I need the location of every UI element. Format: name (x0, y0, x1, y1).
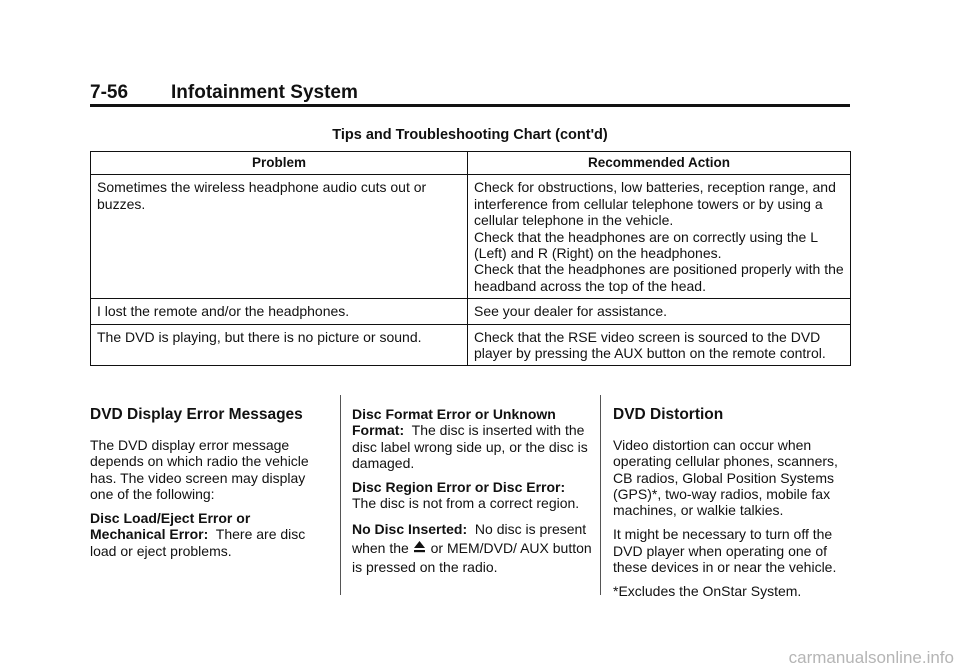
error-term: Disc Load/Eject Error or Mechanical Error: (90, 510, 251, 543)
action-cell (468, 175, 851, 299)
page-header (90, 82, 850, 107)
section-title: Infotainment System (171, 82, 358, 103)
column-header-problem: Problem (91, 152, 468, 175)
action-text: See your dealer for assistance. (474, 303, 667, 320)
error-term: Disc Format Error or Unknown Format: (352, 406, 556, 439)
error-item (352, 406, 592, 471)
dvd-distortion-heading: DVD Distortion (613, 406, 724, 423)
column-dvd-errors-cont (352, 406, 592, 585)
error-item (90, 510, 328, 559)
troubleshooting-table (90, 151, 851, 366)
error-desc: The disc is inserted with the disc label wrong side up, or the disc is damaged. (352, 422, 588, 471)
action-cell (468, 299, 851, 324)
error-desc: The disc is not from a correct region. (352, 495, 580, 512)
page-number: 7-56 (90, 82, 129, 103)
action-cell (468, 324, 851, 366)
eject-icon (413, 540, 427, 556)
problem-cell: Sometimes the wireless headphone audio cuts out or buzzes. (91, 175, 468, 299)
distortion-footnote: *Excludes the OnStar System. (613, 583, 802, 600)
column-divider (340, 395, 341, 595)
action-text: Check for obstructions, low batteries, reception range, and interference from cellular telephone towers or by using a cellular telephone in the vehicle. (474, 179, 836, 229)
column-divider (600, 395, 601, 595)
watermark-link[interactable]: carmanualsonline.info (788, 648, 954, 667)
action-text: Check that the headphones are positioned properly with the headband across the top of the head. (474, 261, 844, 294)
distortion-paragraph: It might be necessary to turn off the DVD player when operating one of these devices in or near the vehicle. (613, 526, 837, 576)
action-text: Check that the headphones are on correctly using the L (Left) and R (Right) on the headphones. (474, 228, 818, 262)
distortion-paragraph: Video distortion can occur when operating cellular phones, scanners, CB radios, Global Position Systems (GPS)*, two-way radios, mobile fax machines, or walkie talkies. (613, 437, 838, 519)
column-dvd-errors (90, 400, 328, 567)
column-dvd-distortion (613, 400, 853, 608)
error-term: No Disc Inserted: (352, 520, 468, 537)
problem-cell: I lost the remote and/or the headphones. (91, 299, 468, 324)
error-desc: or MEM/DVD/ AUX button is pressed on the radio. (352, 539, 592, 575)
table-title: Tips and Troubleshooting Chart (cont'd) (332, 127, 608, 143)
error-term: Disc Region Error or Disc Error: (352, 479, 566, 496)
dvd-errors-heading: DVD Display Error Messages (90, 406, 303, 423)
table-row (91, 175, 851, 299)
action-text: Check that the RSE video screen is sourced to the DVD player by pressing the AUX button on the remote control. (474, 328, 826, 362)
error-item (352, 479, 592, 512)
table-header-row (91, 152, 851, 175)
column-header-action: Recommended Action (468, 152, 851, 175)
problem-cell: The DVD is playing, but there is no picture or sound. (91, 324, 468, 366)
error-item (352, 520, 592, 577)
error-desc: No disc is present when the (352, 520, 587, 556)
table-row (91, 324, 851, 366)
table-row (91, 299, 851, 324)
error-desc: There are disc load or eject problems. (90, 526, 306, 559)
dvd-errors-intro: The DVD display error message depends on which radio the vehicle has. The video screen may display one of the following: (90, 437, 309, 502)
